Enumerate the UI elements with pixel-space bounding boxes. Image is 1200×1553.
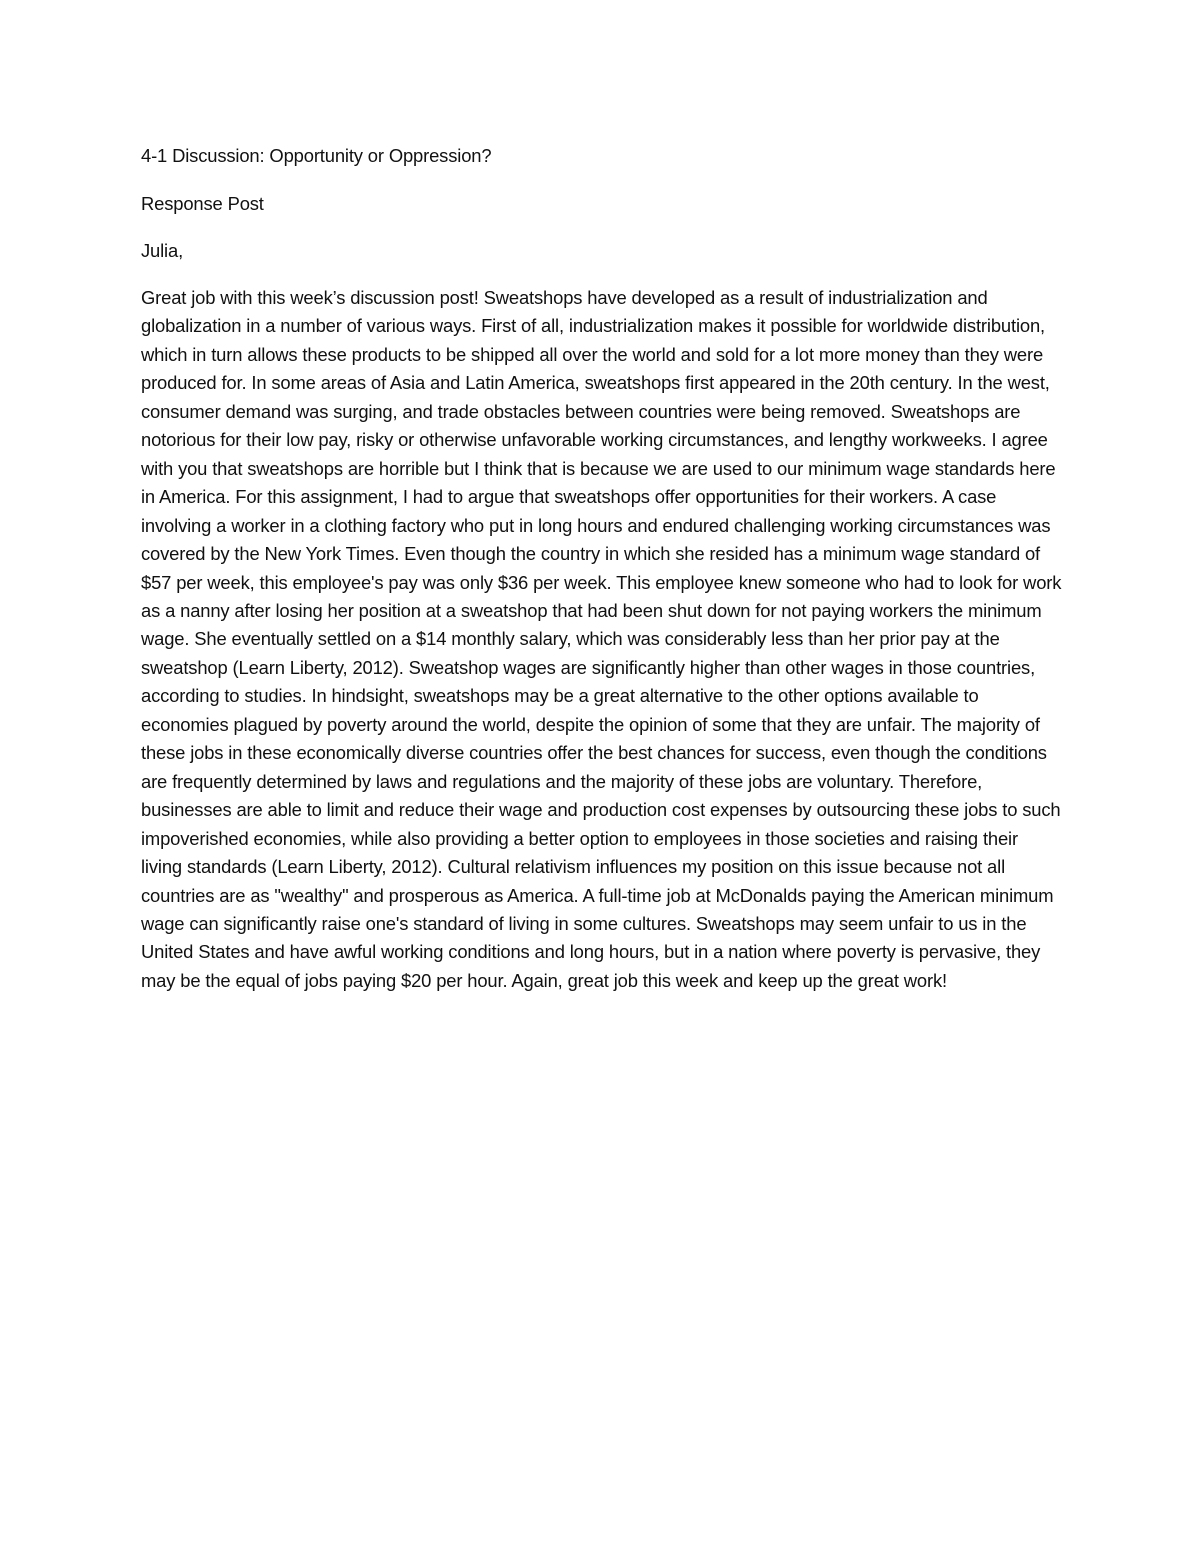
document-content [141, 142, 1063, 995]
document-title: 4-1 Discussion: Opportunity or Oppression? [141, 145, 492, 166]
document-subtitle: Response Post [141, 193, 264, 214]
salutation: Julia, [141, 240, 184, 261]
body-paragraph: Great job with this week’s discussion post! Sweatshops have developed as a result of industrialization and globalization in a number of various ways. First of all, industrialization makes it possible for worldwide distribution, which in turn allows these products to be shipped all over the world and sold for a lot more money than they were produced for. In some areas of Asia and Latin America, sweatshops first appeared in the 20th century. In the west, consumer demand was surging, and trade obstacles between countries were being removed. Sweatshops are notorious for their low pay, risky or otherwise unfavorable working circumstances, and lengthy workweeks. I agree with you that sweatshops are horrible but I think that is because we are used to our minimum wage standards here in America. For this assignment, I had to argue that sweatshops offer opportunities for their workers. A case involving a worker in a clothing factory who put in long hours and endured challenging working circumstances was covered by the New York Times. Even though the country in which she resided has a minimum wage standard of $57 per week, this employee's pay was only $36 per week. This employee knew someone who had to look for work as a nanny after losing her position at a sweatshop that had been shut down for not paying workers the minimum wage. She eventually settled on a $14 monthly salary, which was considerably less than her prior pay at the sweatshop (Learn Liberty, 2012). Sweatshop wages are significantly higher than other wages in those countries, according to studies. In hindsight, sweatshops may be a great alternative to the other options available to economies plagued by poverty around the world, despite the opinion of some that they are unfair. The majority of these jobs in these economically diverse countries offer the best chances for success, even though the conditions are frequently determined by laws and regulations and the majority of these jobs are voluntary. Therefore, businesses are able to limit and reduce their wage and production cost expenses by outsourcing these jobs to such impoverished economies, while also providing a better option to employees in those societies and raising their living standards (Learn Liberty, 2012). Cultural relativism influences my position on this issue because not all countries are as "wealthy" and prosperous as America. A full-time job at McDonalds paying the American minimum wage can significantly raise one's standard of living in some cultures. Sweatshops may seem unfair to us in the United States and have awful working conditions and long hours, but in a nation where poverty is pervasive, they may be the equal of jobs paying $20 per hour. Again, great job this week and keep up the great work! [141, 287, 1062, 991]
